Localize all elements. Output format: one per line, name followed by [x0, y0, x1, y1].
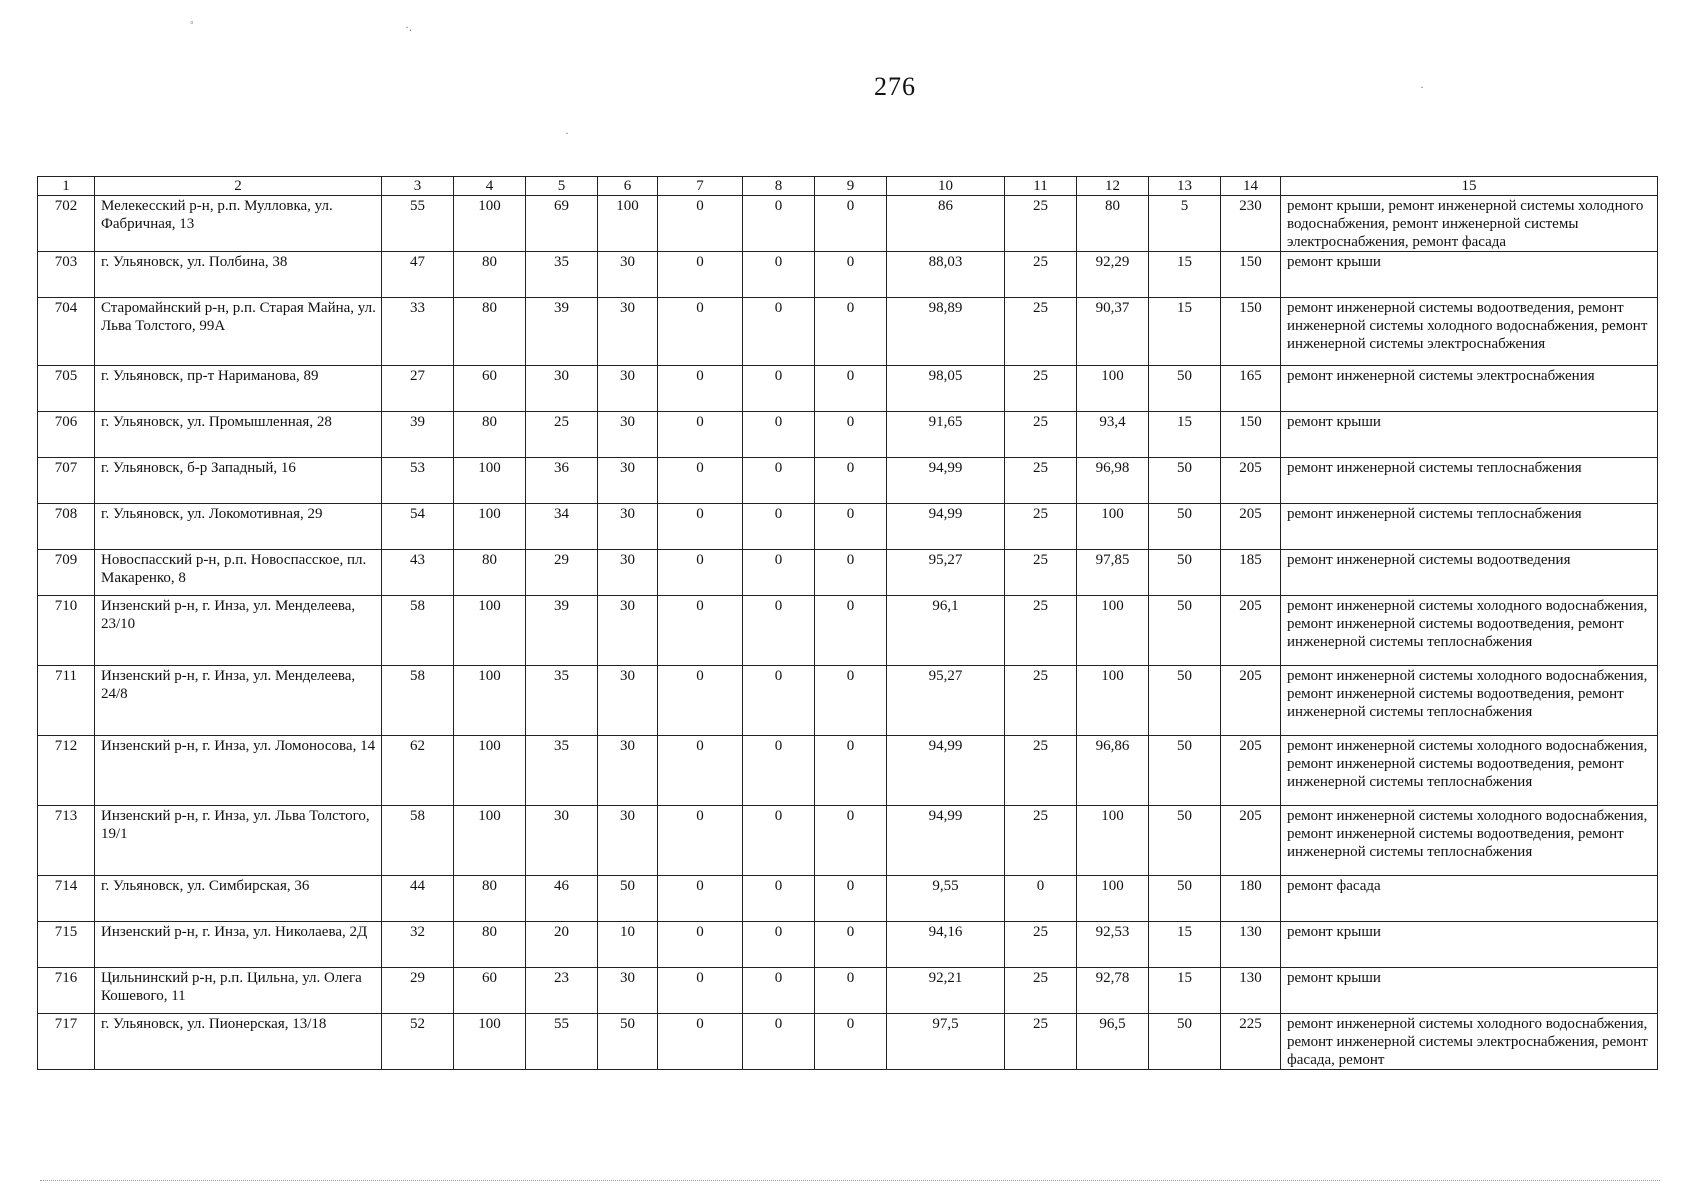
- value-cell-col-4: 80: [454, 252, 526, 298]
- value-cell-col-11: 25: [1005, 298, 1077, 366]
- table-row: [38, 252, 1658, 298]
- value-cell-col-10: 94,99: [887, 806, 1005, 876]
- value-cell-col-4: 100: [454, 458, 526, 504]
- value-cell-col-6: 30: [598, 666, 658, 736]
- value-cell-col-4: 80: [454, 298, 526, 366]
- table-row: [38, 412, 1658, 458]
- value-cell-col-9: 0: [815, 596, 887, 666]
- value-cell-col-5: 30: [526, 806, 598, 876]
- value-cell-col-9: 0: [815, 968, 887, 1014]
- value-cell-col-10: 94,16: [887, 922, 1005, 968]
- value-cell-col-11: 0: [1005, 876, 1077, 922]
- value-cell-col-4: 100: [454, 196, 526, 252]
- value-cell-col-3: 58: [382, 806, 454, 876]
- value-cell-col-11: 25: [1005, 504, 1077, 550]
- address-cell: Инзенский р-н, г. Инза, ул. Менделеева, 23/10: [95, 596, 382, 666]
- value-cell-col-3: 58: [382, 666, 454, 736]
- table-row: [38, 458, 1658, 504]
- table-row: [38, 298, 1658, 366]
- value-cell-col-12: 100: [1077, 596, 1149, 666]
- value-cell-col-9: 0: [815, 550, 887, 596]
- table-row: [38, 196, 1658, 252]
- value-cell-col-9: 0: [815, 806, 887, 876]
- value-cell-col-5: 55: [526, 1014, 598, 1070]
- value-cell-col-10: 91,65: [887, 412, 1005, 458]
- value-cell-col-3: 44: [382, 876, 454, 922]
- value-cell-col-10: 96,1: [887, 596, 1005, 666]
- address-cell: Старомайнский р-н, р.п. Старая Майна, ул. Льва Толстого, 99А: [95, 298, 382, 366]
- table-row: [38, 666, 1658, 736]
- value-cell-col-13: 50: [1149, 458, 1221, 504]
- value-cell-col-7: 0: [658, 968, 743, 1014]
- value-cell-col-13: 50: [1149, 806, 1221, 876]
- repair-works-cell: ремонт инженерной системы водоотведения: [1281, 550, 1658, 596]
- address-cell: Инзенский р-н, г. Инза, ул. Ломоносова, 14: [95, 736, 382, 806]
- value-cell-col-9: 0: [815, 366, 887, 412]
- column-number-header: 13: [1149, 177, 1221, 196]
- value-cell-col-5: 20: [526, 922, 598, 968]
- value-cell-col-7: 0: [658, 736, 743, 806]
- column-number-row: [38, 177, 1658, 196]
- table-row: [38, 968, 1658, 1014]
- value-cell-col-5: 35: [526, 666, 598, 736]
- value-cell-col-12: 96,5: [1077, 1014, 1149, 1070]
- value-cell-col-4: 100: [454, 806, 526, 876]
- row-number-cell: 710: [38, 596, 95, 666]
- value-cell-col-10: 92,21: [887, 968, 1005, 1014]
- column-number-header: 6: [598, 177, 658, 196]
- repair-works-cell: ремонт крыши: [1281, 922, 1658, 968]
- repair-register-table: [37, 176, 1658, 1070]
- value-cell-col-5: 30: [526, 366, 598, 412]
- repair-works-cell: ремонт крыши, ремонт инженерной системы холодного водоснабжения, ремонт инженерной системы электроснабжения, ремонт фасада: [1281, 196, 1658, 252]
- column-number-header: 9: [815, 177, 887, 196]
- address-cell: г. Ульяновск, пр-т Нариманова, 89: [95, 366, 382, 412]
- address-cell: г. Ульяновск, ул. Локомотивная, 29: [95, 504, 382, 550]
- column-number-header: 7: [658, 177, 743, 196]
- value-cell-col-9: 0: [815, 1014, 887, 1070]
- value-cell-col-12: 100: [1077, 806, 1149, 876]
- value-cell-col-6: 30: [598, 504, 658, 550]
- value-cell-col-10: 9,55: [887, 876, 1005, 922]
- row-number-cell: 716: [38, 968, 95, 1014]
- value-cell-col-11: 25: [1005, 252, 1077, 298]
- value-cell-col-14: 180: [1221, 876, 1281, 922]
- value-cell-col-9: 0: [815, 876, 887, 922]
- table-row: [38, 596, 1658, 666]
- value-cell-col-6: 100: [598, 196, 658, 252]
- value-cell-col-3: 52: [382, 1014, 454, 1070]
- value-cell-col-8: 0: [743, 666, 815, 736]
- value-cell-col-4: 80: [454, 922, 526, 968]
- address-cell: г. Ульяновск, ул. Пионерская, 13/18: [95, 1014, 382, 1070]
- value-cell-col-4: 60: [454, 366, 526, 412]
- value-cell-col-5: 36: [526, 458, 598, 504]
- value-cell-col-5: 46: [526, 876, 598, 922]
- value-cell-col-14: 205: [1221, 806, 1281, 876]
- value-cell-col-3: 62: [382, 736, 454, 806]
- value-cell-col-13: 15: [1149, 968, 1221, 1014]
- value-cell-col-10: 98,89: [887, 298, 1005, 366]
- value-cell-col-11: 25: [1005, 922, 1077, 968]
- value-cell-col-7: 0: [658, 1014, 743, 1070]
- value-cell-col-7: 0: [658, 252, 743, 298]
- column-number-header: 11: [1005, 177, 1077, 196]
- row-number-cell: 708: [38, 504, 95, 550]
- value-cell-col-10: 95,27: [887, 666, 1005, 736]
- address-cell: г. Ульяновск, б-р Западный, 16: [95, 458, 382, 504]
- repair-works-cell: ремонт инженерной системы теплоснабжения: [1281, 458, 1658, 504]
- address-cell: Цильнинский р-н, р.п. Цильна, ул. Олега Кошевого, 11: [95, 968, 382, 1014]
- row-number-cell: 706: [38, 412, 95, 458]
- value-cell-col-13: 50: [1149, 666, 1221, 736]
- value-cell-col-14: 205: [1221, 504, 1281, 550]
- table-row: [38, 806, 1658, 876]
- value-cell-col-3: 39: [382, 412, 454, 458]
- value-cell-col-12: 100: [1077, 366, 1149, 412]
- row-number-cell: 707: [38, 458, 95, 504]
- value-cell-col-11: 25: [1005, 968, 1077, 1014]
- value-cell-col-13: 50: [1149, 366, 1221, 412]
- value-cell-col-13: 50: [1149, 596, 1221, 666]
- value-cell-col-6: 50: [598, 876, 658, 922]
- column-number-header: 12: [1077, 177, 1149, 196]
- value-cell-col-7: 0: [658, 458, 743, 504]
- value-cell-col-12: 92,78: [1077, 968, 1149, 1014]
- value-cell-col-14: 205: [1221, 596, 1281, 666]
- value-cell-col-3: 58: [382, 596, 454, 666]
- value-cell-col-5: 35: [526, 736, 598, 806]
- row-number-cell: 705: [38, 366, 95, 412]
- value-cell-col-14: 230: [1221, 196, 1281, 252]
- value-cell-col-12: 96,98: [1077, 458, 1149, 504]
- value-cell-col-9: 0: [815, 504, 887, 550]
- value-cell-col-12: 96,86: [1077, 736, 1149, 806]
- value-cell-col-9: 0: [815, 252, 887, 298]
- value-cell-col-9: 0: [815, 666, 887, 736]
- repair-works-cell: ремонт инженерной системы теплоснабжения: [1281, 504, 1658, 550]
- value-cell-col-6: 30: [598, 596, 658, 666]
- value-cell-col-6: 30: [598, 458, 658, 504]
- value-cell-col-5: 25: [526, 412, 598, 458]
- value-cell-col-9: 0: [815, 412, 887, 458]
- value-cell-col-12: 92,53: [1077, 922, 1149, 968]
- value-cell-col-3: 29: [382, 968, 454, 1014]
- bottom-rule: [40, 1180, 1660, 1181]
- value-cell-col-14: 130: [1221, 922, 1281, 968]
- value-cell-col-12: 97,85: [1077, 550, 1149, 596]
- value-cell-col-6: 30: [598, 806, 658, 876]
- value-cell-col-7: 0: [658, 806, 743, 876]
- value-cell-col-13: 15: [1149, 298, 1221, 366]
- value-cell-col-13: 15: [1149, 412, 1221, 458]
- value-cell-col-8: 0: [743, 458, 815, 504]
- value-cell-col-11: 25: [1005, 366, 1077, 412]
- row-number-cell: 711: [38, 666, 95, 736]
- value-cell-col-7: 0: [658, 366, 743, 412]
- table-body: [38, 196, 1658, 1070]
- table-row: [38, 550, 1658, 596]
- row-number-cell: 702: [38, 196, 95, 252]
- row-number-cell: 709: [38, 550, 95, 596]
- row-number-cell: 713: [38, 806, 95, 876]
- value-cell-col-4: 80: [454, 412, 526, 458]
- value-cell-col-7: 0: [658, 596, 743, 666]
- value-cell-col-4: 100: [454, 666, 526, 736]
- column-number-header: 8: [743, 177, 815, 196]
- value-cell-col-3: 32: [382, 922, 454, 968]
- value-cell-col-7: 0: [658, 550, 743, 596]
- column-number-header: 5: [526, 177, 598, 196]
- address-cell: г. Ульяновск, ул. Симбирская, 36: [95, 876, 382, 922]
- value-cell-col-13: 50: [1149, 736, 1221, 806]
- value-cell-col-13: 50: [1149, 550, 1221, 596]
- value-cell-col-7: 0: [658, 412, 743, 458]
- address-cell: г. Ульяновск, ул. Полбина, 38: [95, 252, 382, 298]
- value-cell-col-11: 25: [1005, 806, 1077, 876]
- value-cell-col-5: 69: [526, 196, 598, 252]
- value-cell-col-11: 25: [1005, 596, 1077, 666]
- value-cell-col-5: 23: [526, 968, 598, 1014]
- value-cell-col-6: 30: [598, 550, 658, 596]
- column-number-header: 14: [1221, 177, 1281, 196]
- value-cell-col-13: 50: [1149, 1014, 1221, 1070]
- address-cell: Инзенский р-н, г. Инза, ул. Менделеева, 24/8: [95, 666, 382, 736]
- value-cell-col-12: 92,29: [1077, 252, 1149, 298]
- column-number-header: 2: [95, 177, 382, 196]
- value-cell-col-11: 25: [1005, 736, 1077, 806]
- value-cell-col-8: 0: [743, 736, 815, 806]
- value-cell-col-7: 0: [658, 298, 743, 366]
- value-cell-col-4: 100: [454, 736, 526, 806]
- value-cell-col-8: 0: [743, 596, 815, 666]
- value-cell-col-13: 50: [1149, 876, 1221, 922]
- value-cell-col-11: 25: [1005, 458, 1077, 504]
- value-cell-col-6: 30: [598, 968, 658, 1014]
- value-cell-col-9: 0: [815, 196, 887, 252]
- value-cell-col-13: 15: [1149, 922, 1221, 968]
- value-cell-col-14: 165: [1221, 366, 1281, 412]
- value-cell-col-6: 30: [598, 298, 658, 366]
- value-cell-col-11: 25: [1005, 666, 1077, 736]
- value-cell-col-8: 0: [743, 922, 815, 968]
- value-cell-col-5: 39: [526, 298, 598, 366]
- value-cell-col-7: 0: [658, 504, 743, 550]
- value-cell-col-13: 15: [1149, 252, 1221, 298]
- value-cell-col-13: 50: [1149, 504, 1221, 550]
- row-number-cell: 717: [38, 1014, 95, 1070]
- value-cell-col-9: 0: [815, 736, 887, 806]
- value-cell-col-9: 0: [815, 458, 887, 504]
- table-row: [38, 1014, 1658, 1070]
- row-number-cell: 704: [38, 298, 95, 366]
- value-cell-col-9: 0: [815, 922, 887, 968]
- value-cell-col-3: 33: [382, 298, 454, 366]
- value-cell-col-14: 130: [1221, 968, 1281, 1014]
- column-number-header: 4: [454, 177, 526, 196]
- value-cell-col-6: 10: [598, 922, 658, 968]
- value-cell-col-8: 0: [743, 252, 815, 298]
- address-cell: Инзенский р-н, г. Инза, ул. Льва Толстого, 19/1: [95, 806, 382, 876]
- value-cell-col-6: 30: [598, 366, 658, 412]
- address-cell: Инзенский р-н, г. Инза, ул. Николаева, 2Д: [95, 922, 382, 968]
- value-cell-col-3: 47: [382, 252, 454, 298]
- value-cell-col-14: 205: [1221, 736, 1281, 806]
- value-cell-col-6: 30: [598, 412, 658, 458]
- value-cell-col-3: 43: [382, 550, 454, 596]
- value-cell-col-4: 80: [454, 550, 526, 596]
- value-cell-col-12: 100: [1077, 666, 1149, 736]
- repair-works-cell: ремонт инженерной системы холодного водоснабжения, ремонт инженерной системы электроснабжения, ремонт фасада, ремонт: [1281, 1014, 1658, 1070]
- value-cell-col-7: 0: [658, 876, 743, 922]
- value-cell-col-4: 100: [454, 1014, 526, 1070]
- address-cell: Новоспасский р-н, р.п. Новоспасское, пл. Макаренко, 8: [95, 550, 382, 596]
- value-cell-col-9: 0: [815, 298, 887, 366]
- value-cell-col-8: 0: [743, 968, 815, 1014]
- row-number-cell: 714: [38, 876, 95, 922]
- value-cell-col-7: 0: [658, 196, 743, 252]
- value-cell-col-11: 25: [1005, 196, 1077, 252]
- scan-speck: ﾟ: [190, 20, 197, 34]
- repair-works-cell: ремонт крыши: [1281, 252, 1658, 298]
- value-cell-col-10: 88,03: [887, 252, 1005, 298]
- table-row: [38, 366, 1658, 412]
- value-cell-col-10: 97,5: [887, 1014, 1005, 1070]
- column-number-header: 10: [887, 177, 1005, 196]
- scan-speck: ·.: [405, 20, 412, 34]
- value-cell-col-14: 150: [1221, 298, 1281, 366]
- value-cell-col-8: 0: [743, 298, 815, 366]
- repair-works-cell: ремонт инженерной системы водоотведения, ремонт инженерной системы холодного водоснабжения, ремонт инженерной системы электроснабжения: [1281, 298, 1658, 366]
- value-cell-col-14: 205: [1221, 666, 1281, 736]
- value-cell-col-5: 39: [526, 596, 598, 666]
- value-cell-col-3: 27: [382, 366, 454, 412]
- value-cell-col-12: 100: [1077, 504, 1149, 550]
- value-cell-col-14: 150: [1221, 252, 1281, 298]
- value-cell-col-10: 86: [887, 196, 1005, 252]
- table-row: [38, 922, 1658, 968]
- value-cell-col-11: 25: [1005, 1014, 1077, 1070]
- repair-works-cell: ремонт инженерной системы электроснабжения: [1281, 366, 1658, 412]
- value-cell-col-7: 0: [658, 922, 743, 968]
- value-cell-col-8: 0: [743, 412, 815, 458]
- repair-works-cell: ремонт инженерной системы холодного водоснабжения, ремонт инженерной системы водоотведения, ремонт инженерной системы теплоснабжения: [1281, 806, 1658, 876]
- value-cell-col-4: 60: [454, 968, 526, 1014]
- value-cell-col-10: 94,99: [887, 504, 1005, 550]
- repair-works-cell: ремонт фасада: [1281, 876, 1658, 922]
- repair-works-cell: ремонт крыши: [1281, 412, 1658, 458]
- row-number-cell: 703: [38, 252, 95, 298]
- value-cell-col-5: 29: [526, 550, 598, 596]
- value-cell-col-14: 205: [1221, 458, 1281, 504]
- value-cell-col-8: 0: [743, 1014, 815, 1070]
- value-cell-col-12: 80: [1077, 196, 1149, 252]
- table-row: [38, 736, 1658, 806]
- value-cell-col-10: 94,99: [887, 458, 1005, 504]
- value-cell-col-3: 55: [382, 196, 454, 252]
- column-number-header: 15: [1281, 177, 1658, 196]
- row-number-cell: 715: [38, 922, 95, 968]
- scan-speck: ·: [1420, 80, 1424, 94]
- value-cell-col-5: 34: [526, 504, 598, 550]
- value-cell-col-8: 0: [743, 504, 815, 550]
- value-cell-col-8: 0: [743, 876, 815, 922]
- value-cell-col-4: 100: [454, 596, 526, 666]
- value-cell-col-11: 25: [1005, 550, 1077, 596]
- value-cell-col-8: 0: [743, 196, 815, 252]
- value-cell-col-10: 94,99: [887, 736, 1005, 806]
- repair-works-cell: ремонт инженерной системы холодного водоснабжения, ремонт инженерной системы водоотведения, ремонт инженерной системы теплоснабжения: [1281, 666, 1658, 736]
- value-cell-col-6: 50: [598, 1014, 658, 1070]
- value-cell-col-3: 54: [382, 504, 454, 550]
- value-cell-col-10: 98,05: [887, 366, 1005, 412]
- column-number-header: 3: [382, 177, 454, 196]
- column-number-header: 1: [38, 177, 95, 196]
- value-cell-col-6: 30: [598, 736, 658, 806]
- value-cell-col-4: 100: [454, 504, 526, 550]
- value-cell-col-4: 80: [454, 876, 526, 922]
- repair-works-cell: ремонт крыши: [1281, 968, 1658, 1014]
- value-cell-col-3: 53: [382, 458, 454, 504]
- table-row: [38, 504, 1658, 550]
- value-cell-col-11: 25: [1005, 412, 1077, 458]
- value-cell-col-12: 100: [1077, 876, 1149, 922]
- value-cell-col-10: 95,27: [887, 550, 1005, 596]
- value-cell-col-6: 30: [598, 252, 658, 298]
- value-cell-col-7: 0: [658, 666, 743, 736]
- value-cell-col-13: 5: [1149, 196, 1221, 252]
- value-cell-col-8: 0: [743, 366, 815, 412]
- scan-speck: ·: [565, 126, 569, 140]
- value-cell-col-12: 90,37: [1077, 298, 1149, 366]
- table-row: [38, 876, 1658, 922]
- row-number-cell: 712: [38, 736, 95, 806]
- value-cell-col-14: 225: [1221, 1014, 1281, 1070]
- address-cell: Мелекесский р-н, р.п. Мулловка, ул. Фабричная, 13: [95, 196, 382, 252]
- value-cell-col-8: 0: [743, 550, 815, 596]
- value-cell-col-14: 150: [1221, 412, 1281, 458]
- repair-works-cell: ремонт инженерной системы холодного водоснабжения, ремонт инженерной системы водоотведения, ремонт инженерной системы теплоснабжения: [1281, 736, 1658, 806]
- address-cell: г. Ульяновск, ул. Промышленная, 28: [95, 412, 382, 458]
- value-cell-col-8: 0: [743, 806, 815, 876]
- value-cell-col-5: 35: [526, 252, 598, 298]
- page-number: 276: [874, 72, 916, 101]
- value-cell-col-14: 185: [1221, 550, 1281, 596]
- repair-works-cell: ремонт инженерной системы холодного водоснабжения, ремонт инженерной системы водоотведения, ремонт инженерной системы теплоснабжения: [1281, 596, 1658, 666]
- value-cell-col-12: 93,4: [1077, 412, 1149, 458]
